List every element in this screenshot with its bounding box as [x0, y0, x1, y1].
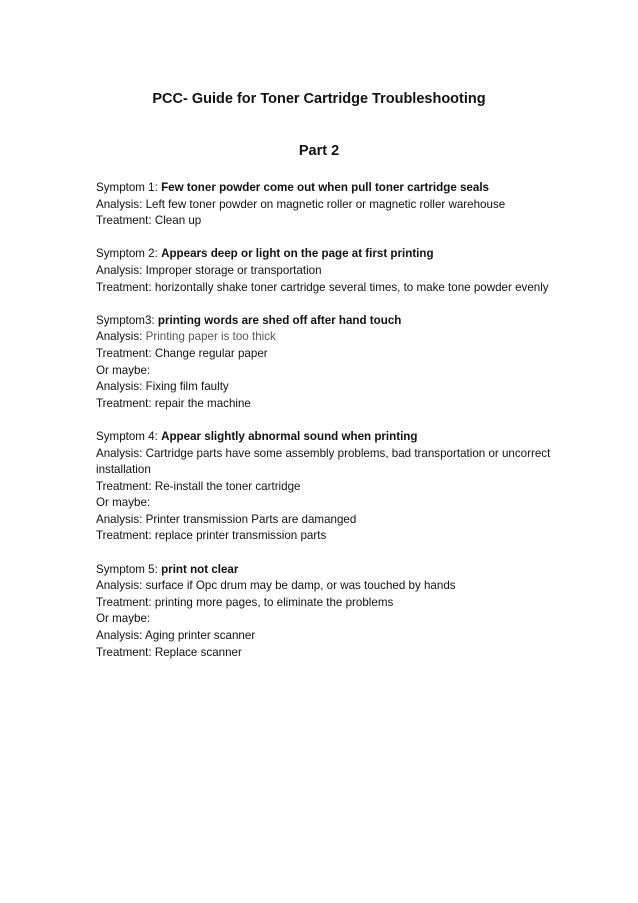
document-title: PCC- Guide for Toner Cartridge Troubleshooting	[152, 91, 486, 107]
symptom-prefix: Symptom 2:	[96, 247, 158, 261]
symptom-title: printing words are shed off after hand touch	[157, 313, 402, 327]
symptom-section-4	[96, 429, 556, 545]
symptom-section-5	[96, 562, 556, 662]
symptom-heading	[96, 180, 556, 197]
analysis-line: Analysis: Printer transmission Parts are damanged	[96, 512, 357, 526]
symptom-prefix: Symptom 4:	[96, 429, 158, 443]
analysis-line: Analysis: surface if Opc drum may be damp, or was touched by hands	[96, 579, 456, 593]
treatment-line: Treatment: Change regular paper	[96, 346, 268, 360]
symptom-heading	[96, 562, 556, 579]
treatment-line: Treatment: printing more pages, to eliminate the problems	[96, 595, 394, 609]
symptom-prefix: Symptom 5:	[96, 562, 158, 576]
symptom-title: print not clear	[161, 562, 239, 576]
analysis-line: Analysis: Fixing film faulty	[96, 380, 229, 394]
analysis-line: Analysis: Left few toner powder on magnetic roller or magnetic roller warehouse	[96, 197, 506, 211]
symptom-title: Appears deep or light on the page at first printing	[161, 247, 434, 261]
symptom-prefix: Symptom3:	[96, 313, 155, 327]
treatment-line: Treatment: Replace scanner	[96, 645, 242, 659]
document-body	[96, 180, 556, 661]
analysis-line: Analysis: Cartridge parts have some assembly problems, bad transportation or uncorrect installation	[96, 446, 551, 477]
treatment-line: Treatment: replace printer transmission parts	[96, 529, 327, 543]
alternative-line: Or maybe:	[96, 612, 151, 626]
symptom-heading	[96, 313, 556, 330]
alternative-line: Or maybe:	[96, 363, 151, 377]
symptom-title: Appear slightly abnormal sound when printing	[161, 429, 418, 443]
symptom-section-2	[96, 246, 556, 296]
treatment-line: Treatment: Clean up	[96, 214, 202, 228]
analysis-text: Printing paper is too thick	[145, 330, 276, 344]
section-gap	[96, 412, 556, 429]
analysis-line: Analysis: Aging printer scanner	[96, 629, 256, 643]
alternative-line: Or maybe:	[96, 496, 151, 510]
treatment-line: Treatment: repair the machine	[96, 396, 251, 410]
symptom-prefix: Symptom 1:	[96, 181, 158, 194]
section-gap	[96, 545, 556, 562]
symptom-title: Few toner powder come out when pull toner cartridge seals	[161, 181, 489, 194]
analysis-line: Analysis: Improper storage or transportation	[96, 263, 322, 277]
section-gap	[96, 230, 556, 247]
section-gap	[96, 296, 556, 313]
symptom-section-1	[96, 180, 556, 230]
symptom-section-3	[96, 313, 556, 413]
analysis-prefix: Analysis:	[96, 330, 143, 344]
document-subtitle: Part 2	[298, 143, 340, 159]
symptom-heading	[96, 429, 556, 446]
treatment-line: Treatment: horizontally shake toner cartridge several times, to make tone powder evenly	[96, 280, 549, 294]
analysis-line	[96, 329, 556, 346]
treatment-line: Treatment: Re-install the toner cartridge	[96, 479, 301, 493]
symptom-heading	[96, 246, 556, 263]
